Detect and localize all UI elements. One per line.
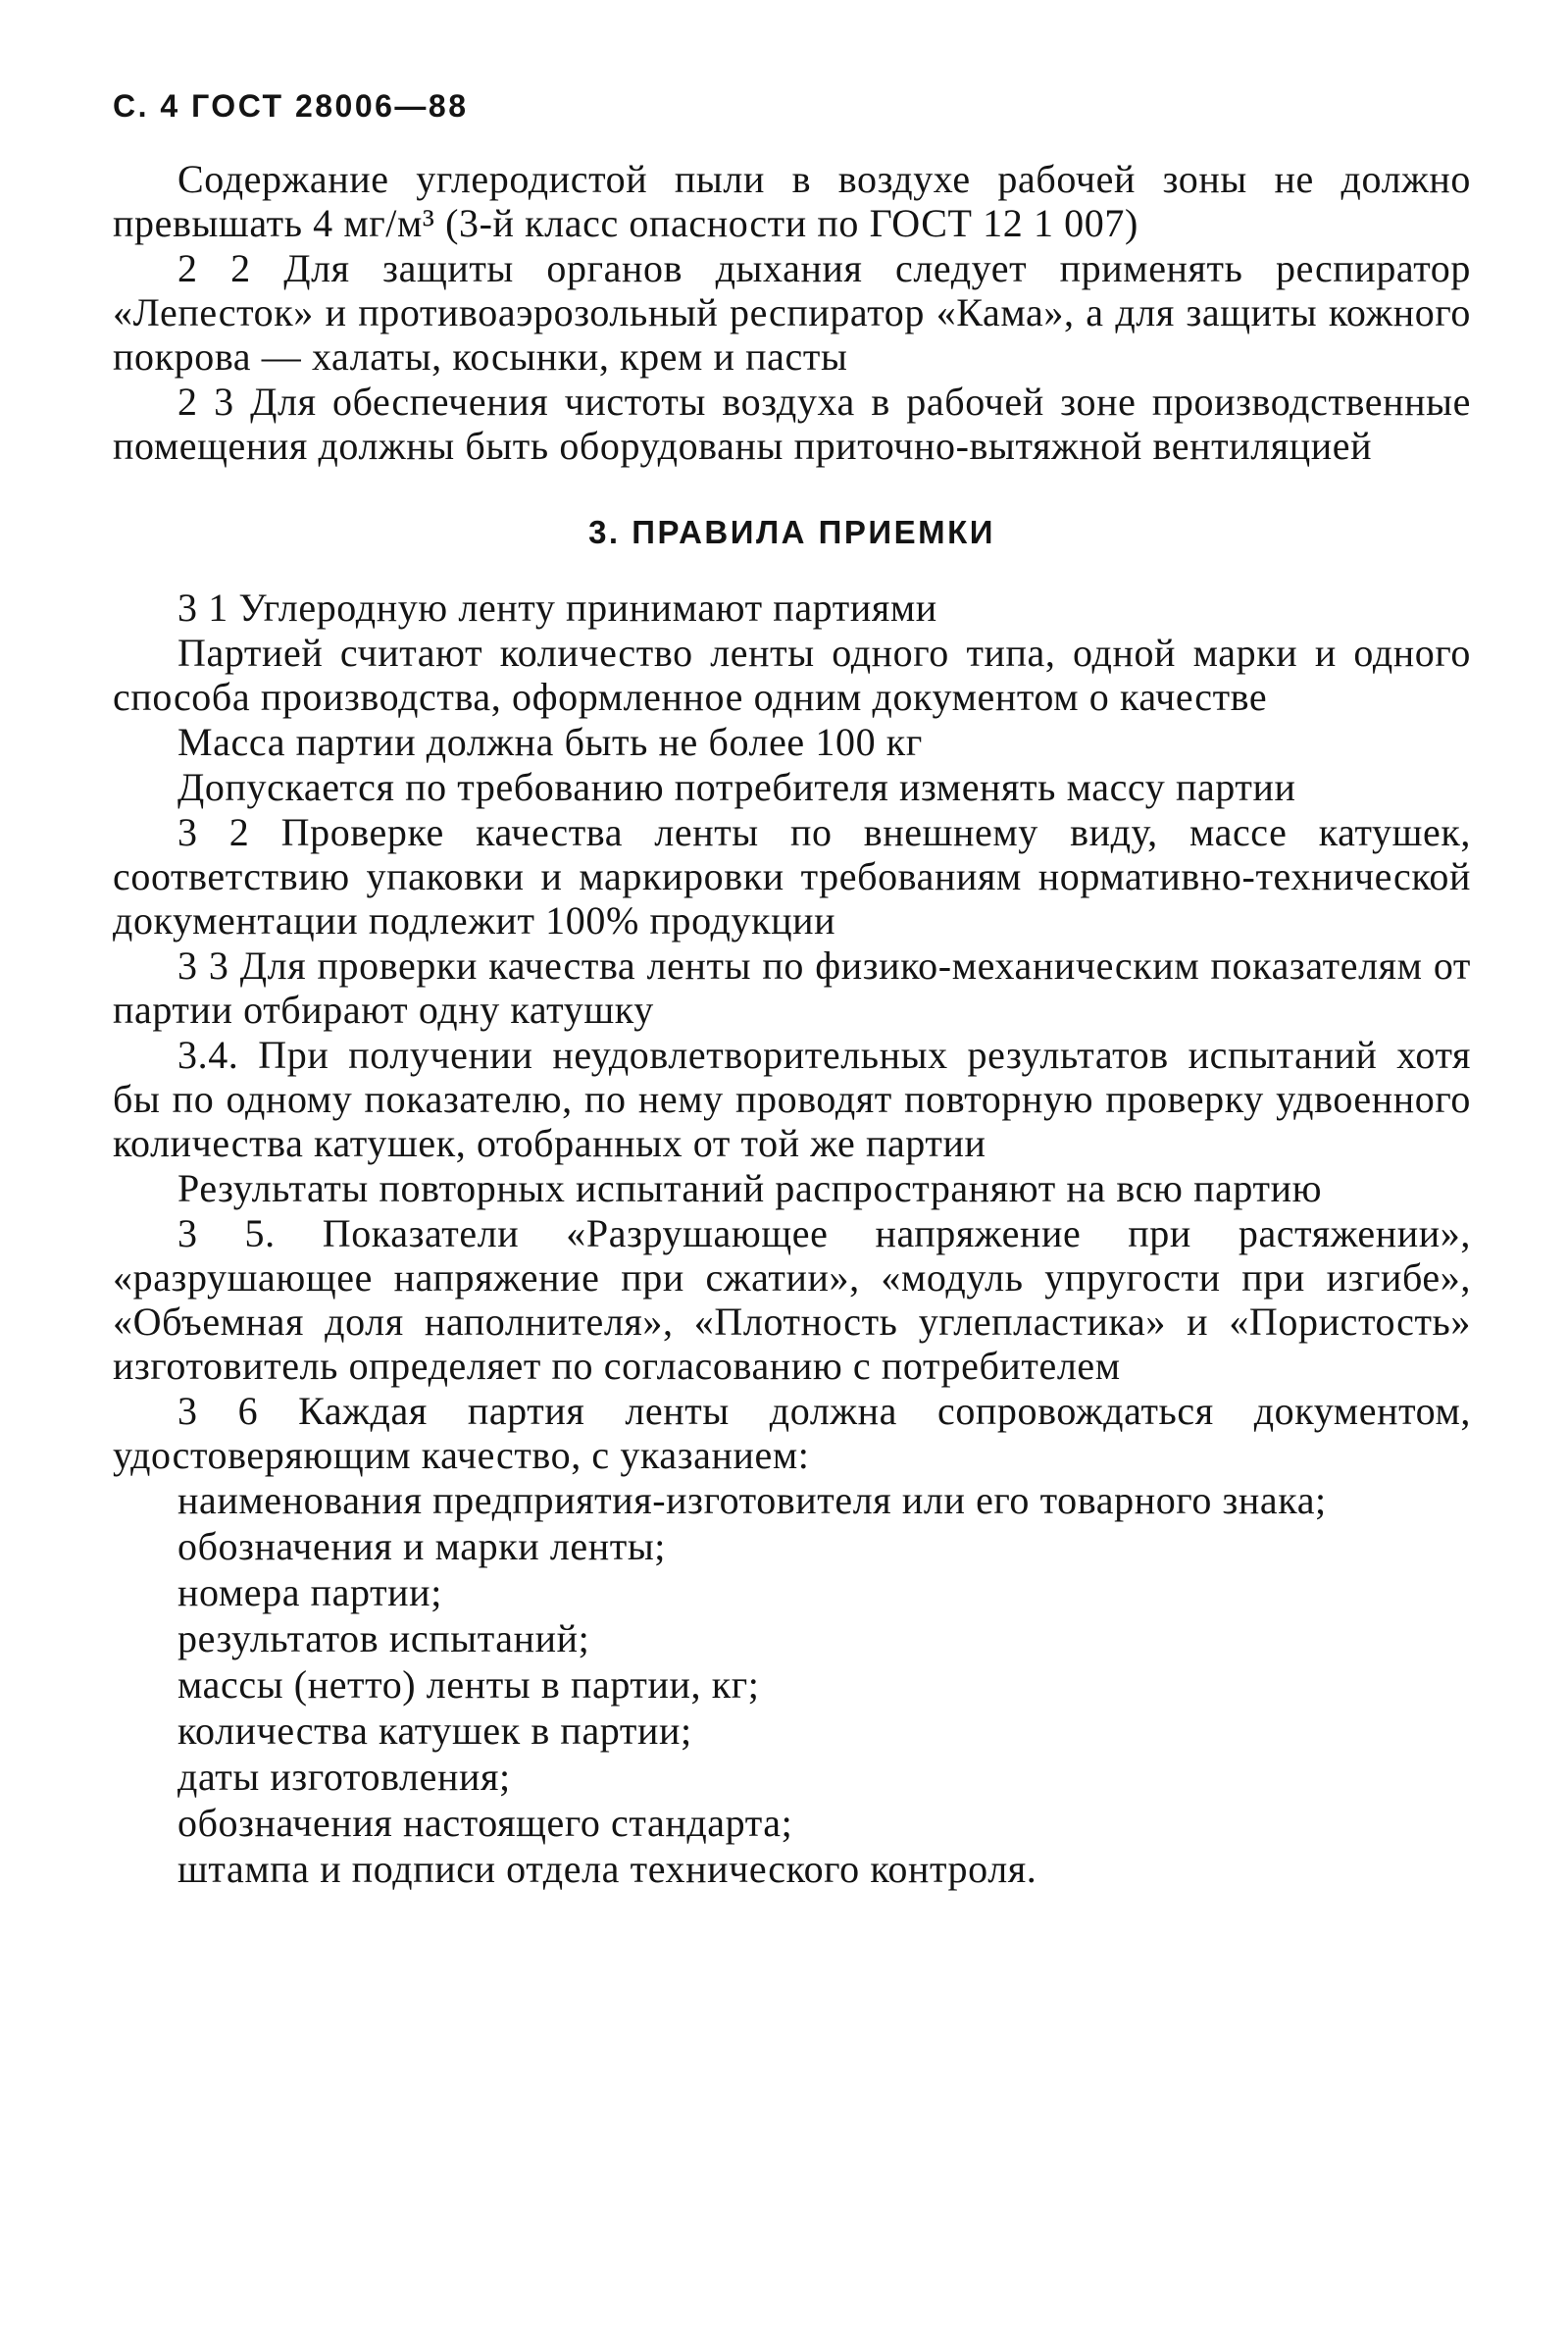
paragraph-3-5: 3 5. Показатели «Разрушающее напряжение при растяжении», «разрушающее напряжение при сжатии», «модуль упругости при изгибе», «Объемная доля наполнителя», «Плотность углепластика» и «Пористость» изготовитель определяет по согласованию с потребителем: [113, 1211, 1471, 1388]
intro-block: [113, 157, 1471, 468]
list-item: обозначения и марки ленты;: [177, 1524, 667, 1568]
page-header: С. 4 ГОСТ 28006—88: [113, 88, 469, 124]
batch-definition-paragraph: Партией считают количество ленты одного типа, одной марки и одного способа производства, оформленное одним документом о качестве: [113, 631, 1471, 719]
document-requirements-list: [113, 1478, 1471, 1891]
section-title: 3. ПРАВИЛА ПРИЕМКИ: [588, 514, 995, 550]
batch-mass-change-paragraph: Допускается по требованию потребителя изменять массу партии: [177, 765, 1296, 809]
list-item: номера партии;: [177, 1570, 442, 1614]
list-item: даты изготовления;: [177, 1755, 511, 1799]
section-body: [113, 586, 1471, 1477]
retest-results-paragraph: Результаты повторных испытаний распространяют на всю партию: [177, 1166, 1323, 1210]
dust-content-paragraph: Содержание углеродистой пыли в воздухе рабочей зоны не должно превышать 4 мг/м³ (3-й класс опасности по ГОСТ 12 1 007): [113, 157, 1471, 245]
document-page: [113, 86, 1471, 1893]
paragraph-3-2: 3 2 Проверке качества ленты по внешнему виду, массе катушек, соответствию упаковки и маркировки требованиям нормативно-технической документации подлежит 100% продукции: [113, 810, 1471, 943]
list-item: обозначения настоящего стандарта;: [177, 1801, 793, 1845]
paragraph-3-4: 3.4. При получении неудовлетворительных результатов испытаний хотя бы по одному показателю, по нему проводят повторную проверку удвоенного количества катушек, отобранных от той же партии: [113, 1033, 1471, 1165]
list-item: массы (нетто) ленты в партии, кг;: [177, 1662, 760, 1707]
batch-mass-paragraph: Масса партии должна быть не более 100 кг: [177, 720, 923, 764]
paragraph-3-3: 3 3 Для проверки качества ленты по физико-механическим показателям от партии отбирают одну катушку: [113, 944, 1471, 1032]
list-item: результатов испытаний;: [177, 1616, 590, 1660]
paragraph-3-6: 3 6 Каждая партия ленты должна сопровождаться документом, удостоверяющим качество, с указанием:: [113, 1389, 1471, 1477]
paragraph-3-1: 3 1 Углеродную ленту принимают партиями: [177, 586, 937, 630]
list-item: наименования предприятия-изготовителя или его товарного знака;: [177, 1478, 1327, 1522]
list-item: количества катушек в партии;: [177, 1708, 692, 1753]
paragraph-2-3: 2 3 Для обеспечения чистоты воздуха в рабочей зоне производственные помещения должны быть оборудованы приточно-вытяжной вентиляцией: [113, 380, 1471, 468]
paragraph-2-2: 2 2 Для защиты органов дыхания следует применять респиратор «Лепесток» и противоаэрозольный респиратор «Кама», а для защиты кожного покрова — халаты, косынки, крем и пасты: [113, 246, 1471, 379]
list-item: штампа и подписи отдела технического контроля.: [177, 1847, 1037, 1891]
